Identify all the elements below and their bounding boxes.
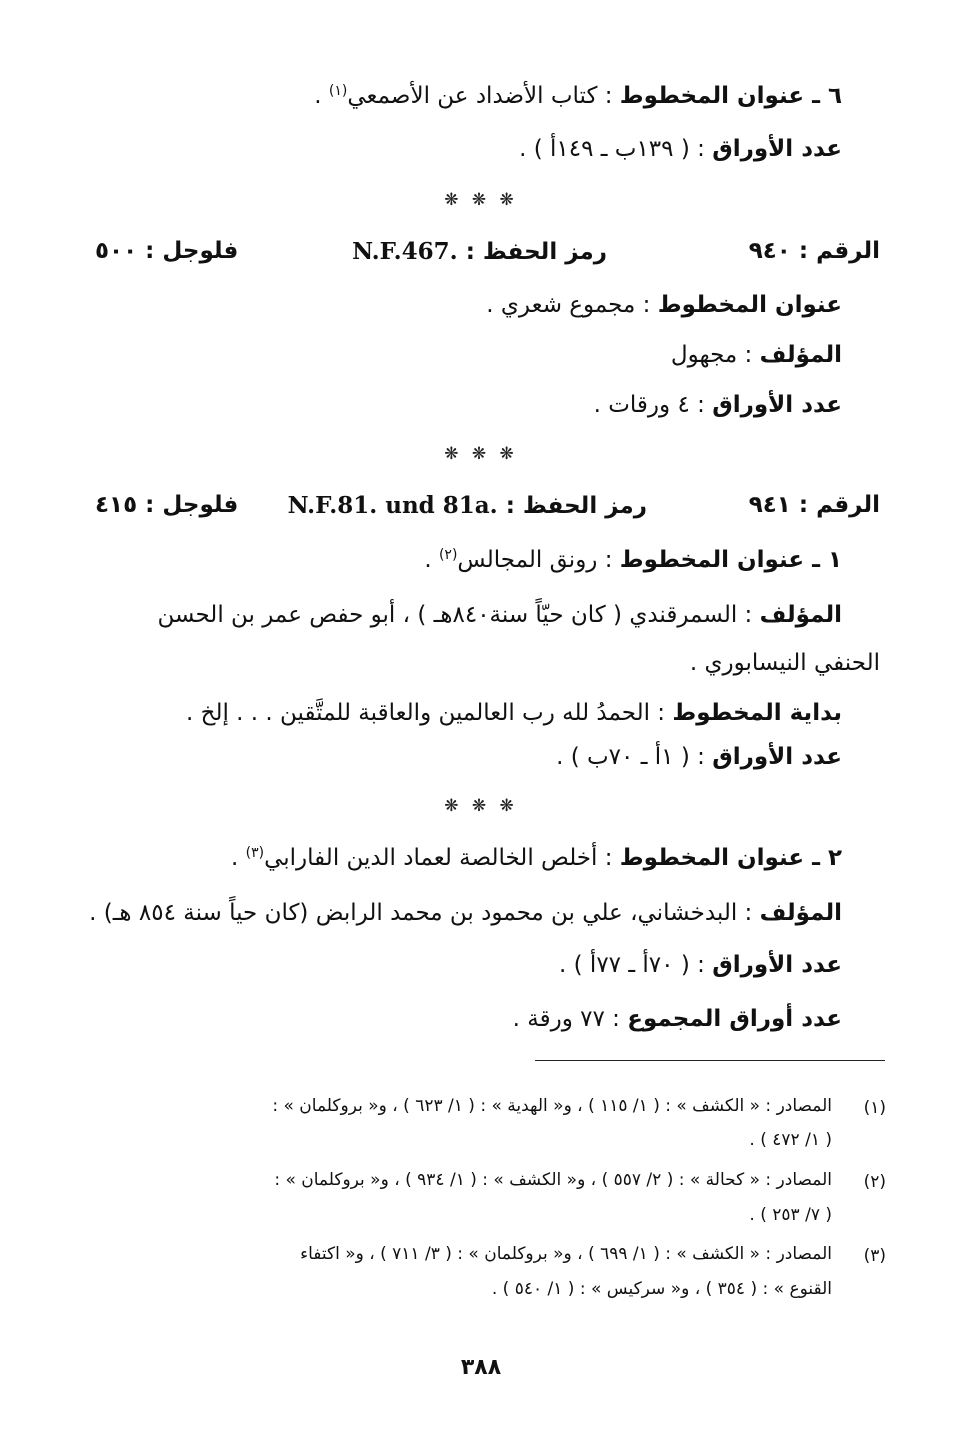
rec941-total-line (513, 1008, 842, 1031)
rec941-m2-leaves-label: عدد الأوراق (712, 952, 842, 978)
rec941-m2-author-line (89, 902, 842, 925)
rec941-m1-author-label: المؤلف (759, 602, 842, 628)
rec940-shelf-label: رمز الحفظ (482, 239, 607, 265)
rec941-m1-leaves-label: عدد الأوراق (712, 744, 842, 770)
rec941-shelf-label: رمز الحفظ (522, 493, 647, 519)
item6-title-label: ٦ ـ عنوان المخطوط (619, 83, 842, 109)
page-number: ٣٨٨ (460, 1355, 502, 1380)
rec940-shelf (352, 240, 607, 264)
rec941-shelf-colon: : (505, 493, 515, 519)
footnote-2-line1: المصادر : « كحالة » : ( ٢/ ٥٥٧ ) ، و« الكشف » : ( ١/ ٩٣٤ ) ، و« بروكلمان » : (274, 1170, 832, 1190)
rec940-shelf-colon: : (465, 239, 475, 265)
rec941-m2-title-line (231, 846, 842, 870)
rec941-m2-title-label: ٢ ـ عنوان المخطوط (619, 845, 842, 871)
rec941-total-label: عدد أوراق المجموع (627, 1006, 842, 1032)
rec941-fluegel-value: : ٤١٥ (95, 492, 155, 518)
rec941-number (749, 494, 880, 517)
rec940-number-value: : ٩٤٠ (748, 238, 809, 264)
footnote-ref-2: (٢) (438, 547, 458, 563)
rec940-fluegel-value: : ٥٠٠ (95, 238, 155, 264)
rec940-title-label: عنوان المخطوط (657, 292, 842, 318)
footnote-3-number: (٣) (863, 1246, 886, 1266)
footnote-2-number: (٢) (863, 1172, 886, 1192)
rec940-leaves-label: عدد الأوراق (712, 392, 842, 418)
separator-1: ❋ ❋ ❋ (444, 190, 518, 210)
rec941-m2-title-end: . (231, 845, 239, 871)
footnote-ref-1: (١) (328, 83, 348, 99)
item6-title-value: : كتاب الأضداد عن الأصمعي (347, 83, 613, 109)
footnote-3-line2: القنوع » : ( ٣٥٤ ) ، و« سركيس » : ( ١/ ٥٤٠ ) . (491, 1279, 832, 1299)
rec941-m1-leaves-line (556, 746, 842, 769)
footnote-ref-3: (٣) (245, 845, 265, 861)
rec941-m1-leaves-value: : ( ١أ ـ ٧٠ب ) . (556, 744, 705, 770)
rec940-author-label: المؤلف (759, 342, 842, 368)
rec940-title-value: : مجموع شعري . (486, 292, 651, 318)
rec940-shelf-value: N.F.467. (352, 238, 458, 265)
rec941-number-label: الرقم (816, 492, 880, 518)
footnote-rule (535, 1060, 885, 1061)
item6-leaves-line (519, 138, 842, 161)
rec940-leaves-line (594, 394, 842, 417)
footnote-1-number: (١) (863, 1098, 886, 1118)
separator-3: ❋ ❋ ❋ (444, 796, 518, 816)
rec941-m1-author-line (157, 604, 842, 627)
rec941-m1-incipit-line (186, 702, 842, 725)
rec940-author-value: : مجهول (670, 342, 753, 368)
footnote-1-line1: المصادر : « الكشف » : ( ١/ ١١٥ ) ، و« الهدية » : ( ١/ ٦٢٣ ) ، و« بروكلمان » : (272, 1096, 832, 1116)
rec941-total-value: : ٧٧ ورقة . (512, 1006, 620, 1032)
footnote-3-line1: المصادر : « الكشف » : ( ١/ ٦٩٩ ) ، و« بروكلمان » : ( ٣/ ٧١١ ) ، و« اكتفاء (300, 1244, 832, 1264)
rec941-m2-author-label: المؤلف (759, 900, 842, 926)
rec941-m1-title-line (424, 548, 842, 572)
rec941-m2-title-value: : أخلص الخالصة لعماد الدين الفارابي (264, 845, 613, 871)
rec941-m1-title-end: . (424, 547, 432, 573)
rec941-shelf-value: N.F.81. und 81a. (287, 492, 498, 519)
item6-title-end: . (314, 83, 322, 109)
rec941-m2-leaves-value: : ( ٧٠أ ـ ٧٧أ ) . (559, 952, 705, 978)
rec940-fluegel (95, 240, 238, 263)
rec940-leaves-value: : ٤ ورقات . (593, 392, 705, 418)
rec940-number (749, 240, 880, 263)
rec941-m1-author-cont: الحنفي النيسابوري . (689, 650, 880, 676)
rec941-m1-incipit-value: : الحمدُ لله رب العالمين والعاقبة للمتَّقين . . . إلخ . (186, 700, 666, 726)
item6-leaves-value: : ( ١٣٩ب ـ ١٤٩أ ) . (519, 136, 705, 162)
rec940-title-line (486, 294, 842, 317)
rec941-m1-title-label: ١ ـ عنوان المخطوط (619, 547, 842, 573)
rec940-fluegel-label: فلوجل (162, 238, 239, 264)
rec941-fluegel-label: فلوجل (162, 492, 239, 518)
footnote-1-line2: ( ١/ ٤٧٢ ) . (749, 1130, 832, 1150)
rec941-m1-title-value: : رونق المجالس (457, 547, 613, 573)
rec941-m1-author-value: : السمرقندي ( كان حيّاً سنة٨٤٠هـ ) ، أبو حفص عمر بن الحسن (157, 602, 753, 628)
item6-title-line (314, 84, 842, 108)
footnote-2-line2: ( ٧/ ٢٥٣ ) . (749, 1205, 832, 1225)
rec941-shelf (288, 494, 647, 518)
rec941-m2-author-value: : البدخشاني، علي بن محمود بن محمد الرابض (كان حياً سنة ٨٥٤ هـ) . (89, 900, 753, 926)
separator-2: ❋ ❋ ❋ (444, 444, 518, 464)
rec940-number-label: الرقم (816, 238, 880, 264)
rec941-m2-leaves-line (559, 954, 842, 977)
rec941-fluegel (95, 494, 238, 517)
rec940-author-line (671, 344, 842, 367)
item6-leaves-label: عدد الأوراق (712, 136, 842, 162)
rec941-m1-incipit-label: بداية المخطوط (672, 700, 842, 726)
rec941-number-value: : ٩٤١ (748, 492, 809, 518)
